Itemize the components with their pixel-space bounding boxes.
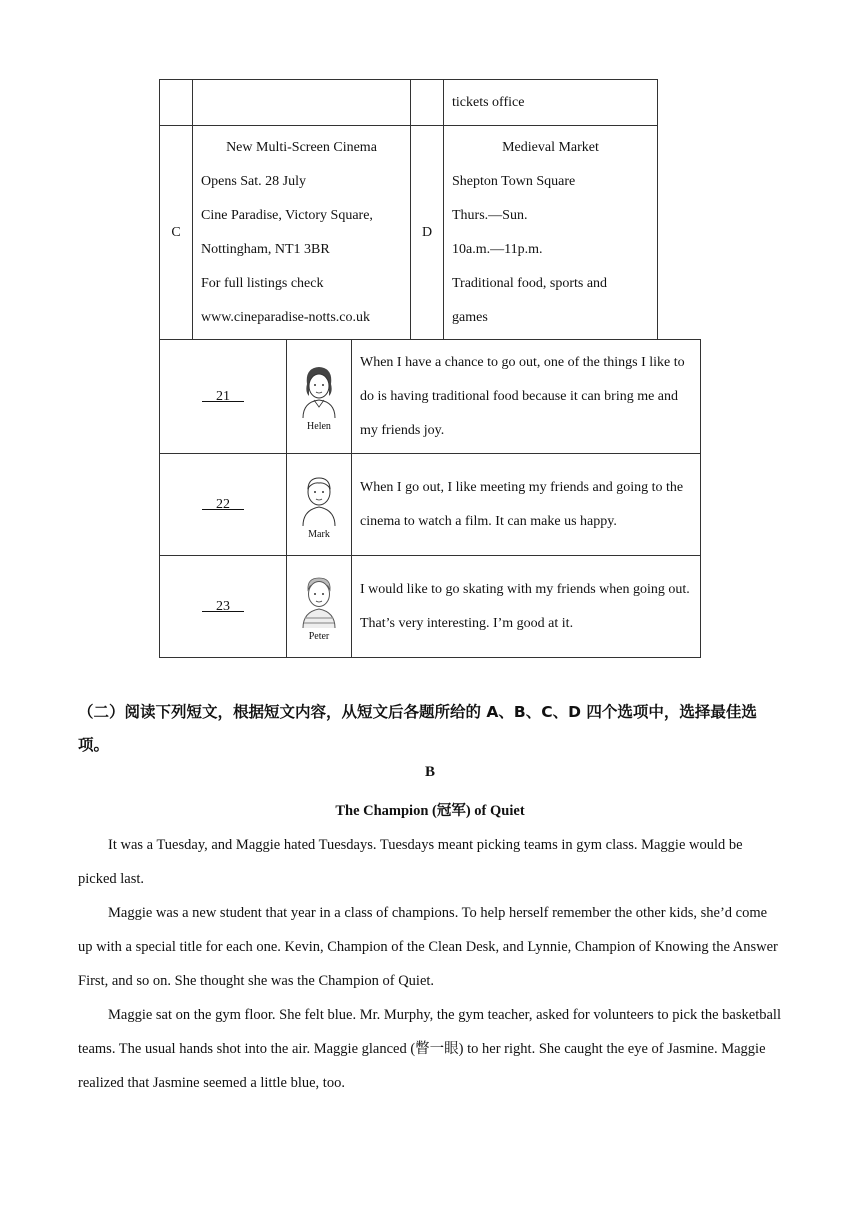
people-table	[159, 339, 701, 658]
answer-blank-cell	[160, 340, 287, 454]
ad-c-line: Cine Paradise, Victory Square,	[201, 207, 373, 223]
answer-blank-21	[202, 389, 244, 404]
ad-d-content	[444, 126, 658, 340]
person-row-helen	[160, 340, 701, 454]
person-statement: When I go out, I like meeting my friends and going to the cinema to watch a film. It can make us happy.	[352, 454, 701, 556]
ad-letter-c: C	[160, 126, 193, 340]
passage-paragraph: It was a Tuesday, and Maggie hated Tuesdays. Tuesdays meant picking teams in gym class. Maggie would be picked last.	[78, 837, 743, 887]
ad-d-line: Thurs.—Sun.	[452, 207, 528, 223]
passage-paragraph: Maggie sat on the gym floor. She felt blue. Mr. Murphy, the gym teacher, asked for volunteers to pick the basketball teams. The usual hands shot into the air. Maggie glanced (瞥一眼) to her right. She caught the eye of Jasmine. Maggie realized that Jasmine seemed a little blue, too.	[78, 1007, 781, 1091]
ad-c-line: Nottingham, NT1 3BR	[201, 241, 330, 257]
mark-icon	[295, 470, 343, 526]
person-picture	[287, 454, 352, 556]
answer-blank-cell	[160, 454, 287, 556]
ads-top-letter-cell-left	[160, 80, 193, 126]
question-number: 23	[216, 598, 230, 614]
ads-top-letter-cell-right	[411, 80, 444, 126]
person-statement: When I have a chance to go out, one of the things I like to do is having traditional food because it can bring me and my friends joy.	[352, 340, 701, 454]
ads-top-right-text: tickets office	[452, 94, 525, 110]
question-number: 22	[216, 496, 230, 512]
ad-c-line: For full listings check	[201, 275, 324, 291]
ad-c-line: www.cineparadise-notts.co.uk	[201, 309, 370, 325]
section-instruction: （二）阅读下列短文，根据短文内容，从短文后各题所给的 A、B、C、D 四个选项中，选择最佳选项。	[78, 703, 757, 754]
peter-icon	[295, 572, 343, 628]
ad-c-line: Opens Sat. 28 July	[201, 173, 306, 189]
ad-d-title: Medieval Market	[502, 139, 599, 155]
passage-paragraph: Maggie was a new student that year in a class of champions. To help herself remember the other kids, she’d come up with a special title for each one. Kevin, Champion of the Clean Desk, and Lynnie, Champion of Knowing the Answer First, and so on. She thought she was the Champion of Quiet.	[78, 905, 778, 989]
ads-top-content-right	[444, 80, 658, 126]
question-number: 21	[216, 388, 230, 404]
person-row-peter	[160, 556, 701, 658]
person-name: Mark	[308, 528, 330, 540]
passage-letter: B	[424, 764, 435, 780]
ad-d-line: games	[452, 309, 488, 325]
person-statement: I would like to go skating with my friends when going out. That’s very interesting. I’m good at it.	[352, 556, 701, 658]
ads-row-cd	[160, 126, 658, 340]
person-row-mark	[160, 454, 701, 556]
ad-c-title: New Multi-Screen Cinema	[226, 139, 377, 155]
helen-icon	[295, 362, 343, 418]
ad-letter-d: D	[411, 126, 444, 340]
ads-top-row	[160, 80, 658, 126]
person-name: Peter	[308, 630, 330, 642]
answer-blank-cell	[160, 556, 287, 658]
passage-body	[78, 828, 782, 1100]
ads-top-content-left	[193, 80, 411, 126]
ad-d-line: Traditional food, sports and	[452, 275, 608, 291]
ad-d-line: Shepton Town Square	[452, 173, 576, 189]
person-picture	[287, 340, 352, 454]
ad-d-line: 10a.m.—11p.m.	[452, 241, 543, 257]
passage-title: The Champion (冠军) of Quiet	[335, 803, 525, 819]
ads-table	[159, 79, 658, 340]
ad-c-content	[193, 126, 411, 340]
answer-blank-22	[202, 497, 244, 512]
person-name: Helen	[307, 420, 331, 432]
person-picture	[287, 556, 352, 658]
answer-blank-23	[202, 599, 244, 614]
